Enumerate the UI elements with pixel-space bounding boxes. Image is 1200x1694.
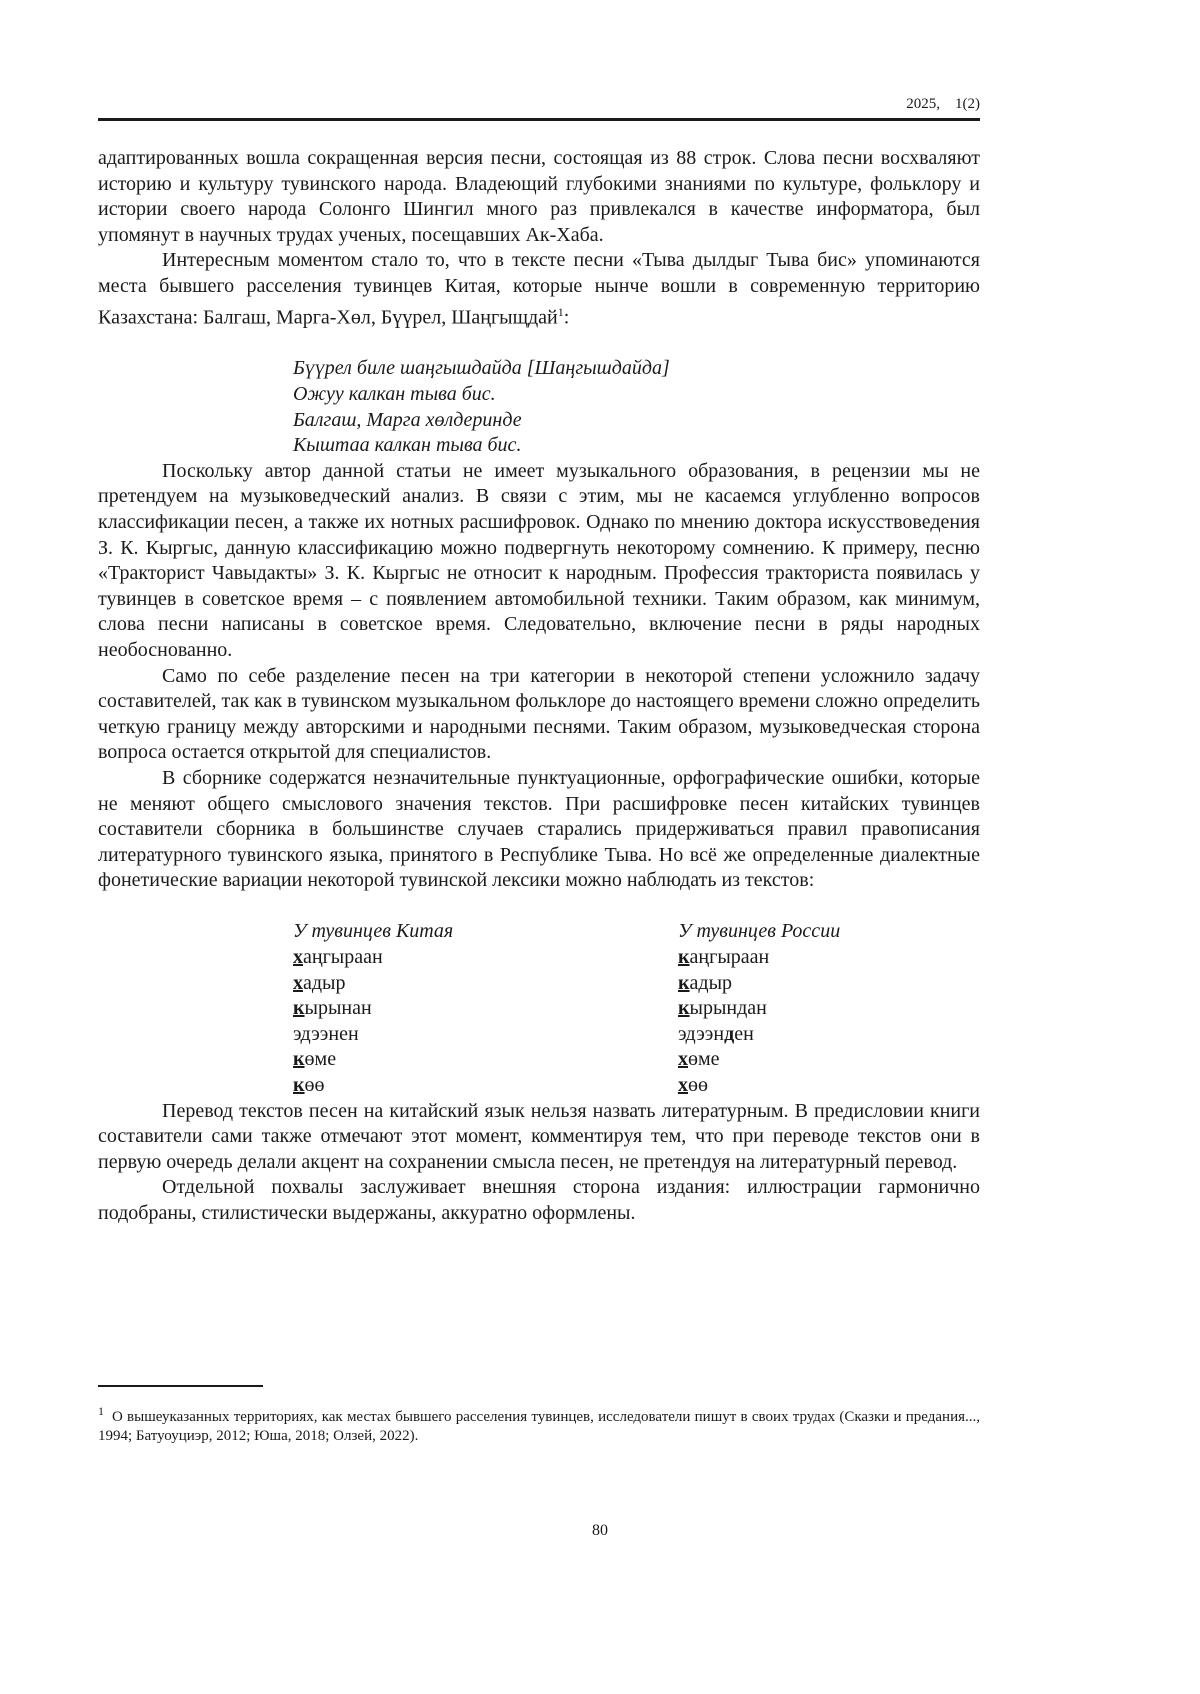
verse-line: Бүүрел биле шаңгышдайда [Шаңгышдайда] — [293, 357, 670, 380]
footnote-number: 1 — [98, 1404, 104, 1418]
word-russia — [678, 1022, 754, 1048]
paragraph: Поскольку автор данной статьи не имеет музыкального образования, в рецензии мы не претендуем на музыковедческий анализ. В связи с этим, мы не касаемся углубленно вопросов классификации песен, а также их нотных расшифровок. Однако по мнению доктора искусствоведения З. К. Кыргыс, данную классификацию можно подвергнуть некоторому сомнению. К примеру, песню «Тракторист Чавыдакты» З. К. Кыргыс не относит к народным. Профессия тракториста появилась у тувинцев в советское время – с появлением автомобильной техники. Таким образом, как минимум, слова песни написаны в советское время. Следовательно, включение песни в ряды народных необоснованно. — [98, 459, 980, 661]
paragraph: Само по себе разделение песен на три категории в некоторой степени усложнило задачу составителей, так как в тувинском музыкальном фольклоре до настоящего времени сложно определить четкую границу между авторскими и народными песнями. Таким образом, музыковедческая сторона вопроса остается открытой для специалистов. — [98, 664, 980, 764]
highlighted-letter: к — [293, 997, 305, 1020]
word-part: аңгыраан — [689, 946, 770, 969]
column-header-china: У тувинцев Китая — [293, 920, 454, 943]
verse-quote — [98, 356, 980, 458]
column-header-russia: У тувинцев России — [678, 920, 841, 943]
verse-line: Кыштаа калкан тыва бис. — [293, 434, 522, 457]
table-row — [293, 1022, 980, 1048]
highlighted-letter: х — [293, 946, 303, 969]
footnote — [98, 1402, 980, 1446]
word-russia — [678, 971, 732, 997]
word-part: ен — [734, 1022, 754, 1045]
punct: : — [563, 306, 570, 329]
highlighted-letter: к — [678, 997, 690, 1020]
word-part: өме — [688, 1048, 720, 1071]
article-body — [98, 146, 980, 1227]
highlighted-letter: к — [678, 946, 690, 969]
table-row — [293, 945, 980, 971]
table-row — [293, 1073, 980, 1099]
paragraph: Отдельной похвалы заслуживает внешняя сторона издания: иллюстрации гармонично подобраны, стилистически выдержаны, аккуратно оформлены. — [98, 1176, 980, 1224]
verse-line: Ожуу калкан тыва бис. — [293, 383, 496, 405]
highlighted-letter: х — [293, 971, 303, 994]
word-part: аңгыраан — [303, 946, 383, 969]
highlighted-letter: х — [678, 1074, 688, 1097]
table-row — [293, 971, 980, 997]
highlighted-letter: к — [678, 971, 690, 994]
verse-line: Балгаш, Марга хөлдеринде — [293, 408, 522, 431]
dialect-comparison-table — [98, 919, 980, 1098]
word-part: өө — [304, 1074, 325, 1097]
word-part: өме — [304, 1048, 337, 1071]
footnote-text: О вышеуказанных территориях, как местах бывшего расселения тувинцев, исследователи пишут в своих трудах (Сказки и предания..., 1994; Батуоуциэр, 2012; Юша, 2018; Олзей, 2022). — [98, 1409, 980, 1444]
word-china — [293, 945, 678, 971]
paragraph — [98, 248, 980, 330]
footnote-divider — [98, 1385, 263, 1387]
page-number: 80 — [592, 1522, 608, 1539]
word-china — [293, 1022, 678, 1048]
word-russia — [678, 945, 769, 971]
highlighted-letter: к — [293, 1048, 305, 1071]
word-part: адыр — [303, 971, 346, 994]
word-part: эдээнен — [293, 1022, 359, 1045]
word-part: эдээн — [678, 1022, 725, 1045]
table-row — [293, 996, 980, 1022]
highlighted-letter: к — [293, 1074, 305, 1097]
highlighted-letter: х — [678, 1048, 688, 1071]
table-header — [293, 919, 980, 945]
word-russia — [678, 996, 767, 1022]
footnote-ref[interactable]: 1 — [557, 304, 564, 319]
journal-issue: 2025, 1(2) — [906, 96, 980, 112]
paragraph-text: Интересным моментом стало то, что в тексте песни «Тыва дылдыг Тыва бис» упоминаются места бывшего расселения тувинцев Китая, которые нынче вошли в современную территорию Казахстана: Балгаш, Марга-Хөл, Бүүрел, Шаңгыщдай — [98, 249, 980, 329]
word-china — [293, 996, 678, 1022]
highlighted-letter: д — [724, 1022, 735, 1045]
paragraph: Перевод текстов песен на китайский язык нельзя назвать литературным. В предисловии книги составители сами также отмечают этот момент, комментируя тем, что при переводе текстов они в первую очередь делали акцент на сохранении смысла песен, не претендуя на литературный перевод. — [98, 1099, 980, 1173]
word-part: адыр — [689, 971, 733, 994]
word-part: өө — [688, 1074, 708, 1097]
word-russia — [678, 1073, 708, 1099]
word-china — [293, 1073, 678, 1099]
word-part: ырындан — [689, 997, 767, 1020]
word-china — [293, 1047, 678, 1073]
running-header — [98, 96, 980, 121]
table-row — [293, 1047, 980, 1073]
word-china — [293, 971, 678, 997]
paragraph: адаптированных вошла сокращенная версия песни, состоящая из 88 строк. Слова песни восхваляют историю и культуру тувинского народа. Владеющий глубокими знаниями по культуре, фольклору и истории своего народа Солонго Шингил много раз привлекался в качестве информатора, был упомянут в научных трудах ученых, посещавших Ак-Хаба. — [98, 147, 980, 246]
word-russia — [678, 1047, 720, 1073]
paragraph: В сборнике содержатся незначительные пунктуационные, орфографические ошибки, которые не меняют общего смыслового значения текстов. При расшифровке песен китайских тувинцев составители сборника в большинстве случаев старались придерживаться правил правописания литературного тувинского языка, принятого в Республике Тыва. Но всё же определенные диалектные фонетические вариации некоторой тувинской лексики можно наблюдать из текстов: — [98, 766, 980, 892]
word-part: ырынан — [304, 997, 372, 1020]
